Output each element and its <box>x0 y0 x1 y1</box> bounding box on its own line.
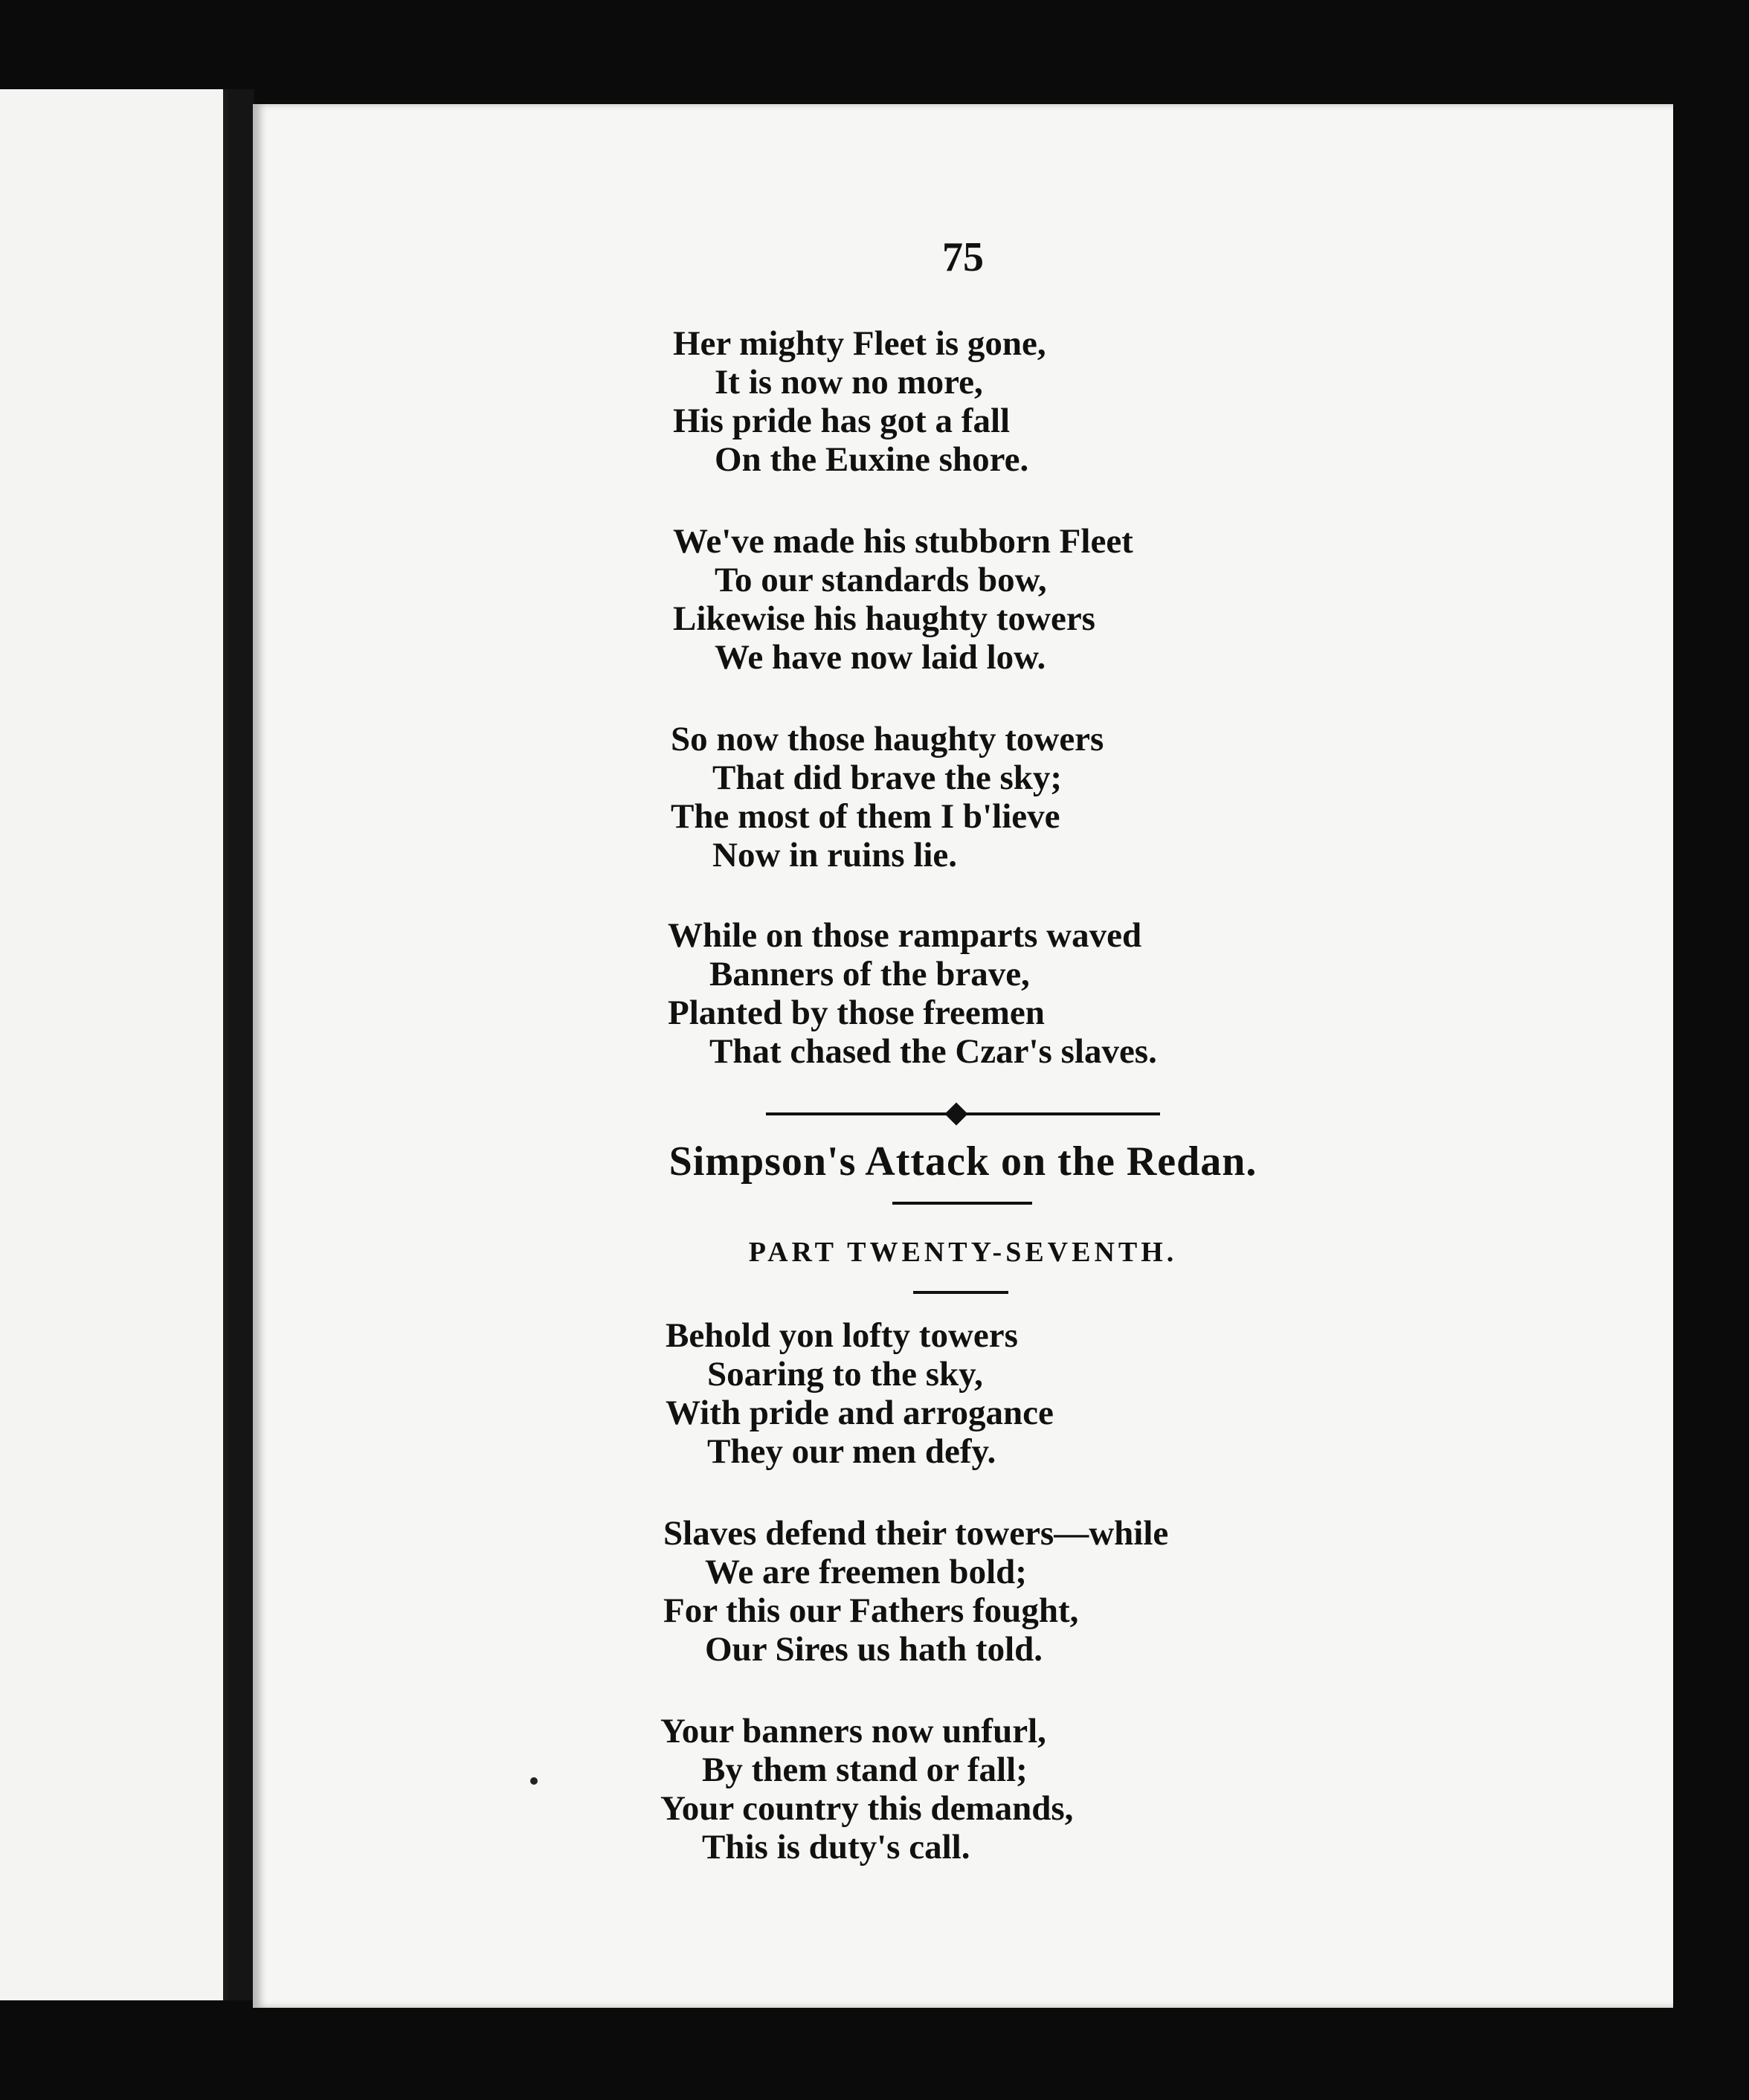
verse-line: That chased the Czar's slaves. <box>709 1032 1157 1071</box>
verse-line: So now those haughty towers <box>671 720 1104 758</box>
stanza-7 <box>660 1712 1073 1867</box>
verse-line: We are freemen bold; <box>705 1553 1027 1591</box>
verse-line: By them stand or fall; <box>702 1750 1028 1789</box>
verse-line: While on those ramparts waved <box>668 916 1142 955</box>
verse-line: Planted by those freemen <box>668 993 1045 1032</box>
verse-line: We have now laid low. <box>715 638 1046 677</box>
ink-speck <box>530 1777 538 1785</box>
stanza-3 <box>671 720 1104 875</box>
book-gutter <box>228 89 254 2000</box>
book-page <box>253 104 1673 2008</box>
part-underline <box>913 1291 1008 1294</box>
page-number: 75 <box>942 234 984 280</box>
stanza-4 <box>668 916 1157 1071</box>
verse-line: That did brave the sky; <box>712 758 1063 797</box>
verse-line: It is now no more, <box>715 363 983 402</box>
verse-line: Behold yon lofty towers <box>666 1316 1018 1355</box>
facing-page <box>0 89 228 2000</box>
stanza-6 <box>663 1514 1168 1669</box>
stanza-5 <box>666 1316 1054 1471</box>
verse-line: For this our Fathers fought, <box>663 1591 1079 1630</box>
verse-line: The most of them I b'lieve <box>671 797 1060 836</box>
verse-line: We've made his stubborn Fleet <box>673 522 1133 561</box>
verse-line: To our standards bow, <box>715 561 1047 599</box>
title-underline <box>892 1202 1032 1205</box>
verse-line: Her mighty Fleet is gone, <box>673 324 1046 363</box>
verse-line: This is duty's call. <box>702 1828 970 1867</box>
verse-line: Banners of the brave, <box>709 955 1030 993</box>
verse-line: Likewise his haughty towers <box>673 599 1095 638</box>
verse-line: They our men defy. <box>707 1432 996 1471</box>
ornamental-divider <box>766 1112 1160 1115</box>
verse-line: On the Euxine shore. <box>715 440 1029 479</box>
verse-line: His pride has got a fall <box>673 402 1011 440</box>
verse-line: With pride and arrogance <box>666 1394 1054 1432</box>
verse-line: Now in ruins lie. <box>712 836 958 875</box>
stanza-2 <box>673 522 1133 677</box>
verse-line: Your country this demands, <box>660 1789 1074 1828</box>
verse-line: Slaves defend their towers—while <box>663 1514 1169 1553</box>
section-title: Simpson's Attack on the Redan. <box>669 1138 1257 1185</box>
verse-line: Our Sires us hath told. <box>705 1630 1043 1669</box>
verse-line: Your banners now unfurl, <box>660 1712 1046 1750</box>
stanza-1 <box>673 324 1046 479</box>
part-heading: PART TWENTY-SEVENTH. <box>748 1237 1178 1268</box>
verse-line: Soaring to the sky, <box>707 1355 983 1394</box>
